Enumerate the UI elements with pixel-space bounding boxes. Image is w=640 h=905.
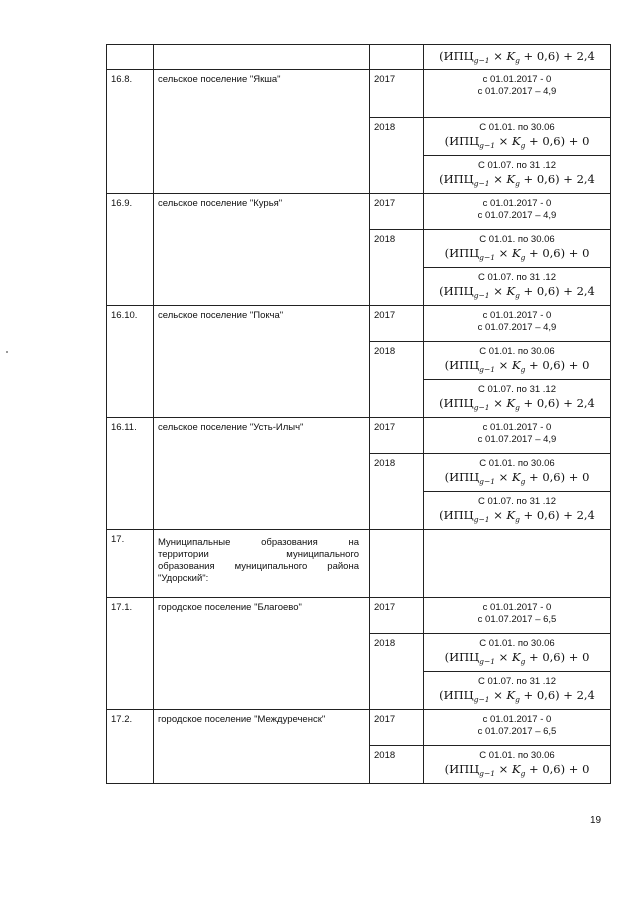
cell-name: [154, 45, 370, 70]
settlement-name: городское поселение "Междуреченск": [154, 710, 370, 784]
scan-speck: [6, 351, 8, 353]
formula: $(ИПЦ_{g-1} \times K_g + 0,6) + 2,4$: [439, 49, 595, 65]
year-cell: 2018: [370, 634, 424, 710]
rate-cell: С 01.07. по 31 .12 $(ИПЦ_{g-1} \times K_g + 0,6) + 2,4$: [424, 380, 611, 418]
settlement-name: сельское поселение "Усть-Илыч": [154, 418, 370, 530]
table-row: [107, 70, 611, 118]
table-row: [107, 418, 611, 454]
rate-cell: с 01.01.2017 - 0 с 01.07.2017 – 4,9: [424, 70, 611, 118]
row-number: 16.8.: [107, 70, 154, 194]
year-cell: 2018: [370, 230, 424, 306]
rate-cell: с 01.01.2017 - 0 с 01.07.2017 – 4,9: [424, 418, 611, 454]
year-cell: [370, 530, 424, 598]
row-number: 17.2.: [107, 710, 154, 784]
rate-cell: с 01.01.2017 - 0 с 01.07.2017 – 4,9: [424, 306, 611, 342]
rate-cell: С 01.01. по 30.06 $(ИПЦ_{g-1} \times K_g + 0,6) + 0$: [424, 230, 611, 268]
year-cell: 2017: [370, 710, 424, 746]
rate-cell: С 01.01. по 30.06 $(ИПЦ_{g-1} \times K_g + 0,6) + 0$: [424, 634, 611, 672]
row-number: 17.: [107, 530, 154, 598]
section-title: Муниципальные образования на территории муниципального образования муниципального района "Удорский":: [154, 530, 370, 598]
table-row: [107, 306, 611, 342]
settlement-name: сельское поселение "Покча": [154, 306, 370, 418]
rate-cell: С 01.07. по 31 .12 $(ИПЦ_{g-1} \times K_g + 0,6) + 2,4$: [424, 492, 611, 530]
row-number: 17.1.: [107, 598, 154, 710]
table-row: [107, 194, 611, 230]
row-number: 16.11.: [107, 418, 154, 530]
rate-cell: С 01.07. по 31 .12 $(ИПЦ_{g-1} \times K_g + 0,6) + 2,4$: [424, 156, 611, 194]
row-number: 16.10.: [107, 306, 154, 418]
rate-cell: С 01.01. по 30.06 $(ИПЦ_{g-1} \times K_g + 0,6) + 0$: [424, 746, 611, 784]
rate-cell: с 01.01.2017 - 0 с 01.07.2017 – 6,5: [424, 598, 611, 634]
rate-cell: С 01.01. по 30.06 $(ИПЦ_{g-1} \times K_g + 0,6) + 0$: [424, 342, 611, 380]
cell-value: [424, 45, 611, 70]
year-cell: 2017: [370, 194, 424, 230]
year-cell: 2018: [370, 342, 424, 418]
rate-cell: с 01.01.2017 - 0 с 01.07.2017 – 6,5: [424, 710, 611, 746]
table-row: [107, 530, 611, 598]
cell-num: [107, 45, 154, 70]
tariff-table: [106, 44, 611, 784]
settlement-name: городское поселение "Благоево": [154, 598, 370, 710]
rate-cell: с 01.01.2017 - 0 с 01.07.2017 – 4,9: [424, 194, 611, 230]
year-cell: 2018: [370, 118, 424, 194]
rate-cell: С 01.07. по 31 .12 $(ИПЦ_{g-1} \times K_g + 0,6) + 2,4$: [424, 268, 611, 306]
year-cell: 2017: [370, 418, 424, 454]
year-cell: 2017: [370, 70, 424, 118]
table-row: [107, 710, 611, 746]
page-number: 19: [590, 815, 602, 826]
rate-cell: С 01.01. по 30.06 $(ИПЦ_{g-1} \times K_g + 0,6) + 0$: [424, 454, 611, 492]
rate-cell: С 01.07. по 31 .12 $(ИПЦ_{g-1} \times K_g + 0,6) + 2,4$: [424, 672, 611, 710]
row-number: 16.9.: [107, 194, 154, 306]
table-row: [107, 45, 611, 70]
year-cell: 2018: [370, 746, 424, 784]
rate-cell: [424, 530, 611, 598]
year-cell: 2017: [370, 306, 424, 342]
settlement-name: сельское поселение "Якша": [154, 70, 370, 194]
settlement-name: сельское поселение "Курья": [154, 194, 370, 306]
rate-cell: С 01.01. по 30.06 $(ИПЦ_{g-1} \times K_g + 0,6) + 0$: [424, 118, 611, 156]
year-cell: 2018: [370, 454, 424, 530]
cell-year: [370, 45, 424, 70]
year-cell: 2017: [370, 598, 424, 634]
table-row: [107, 598, 611, 634]
